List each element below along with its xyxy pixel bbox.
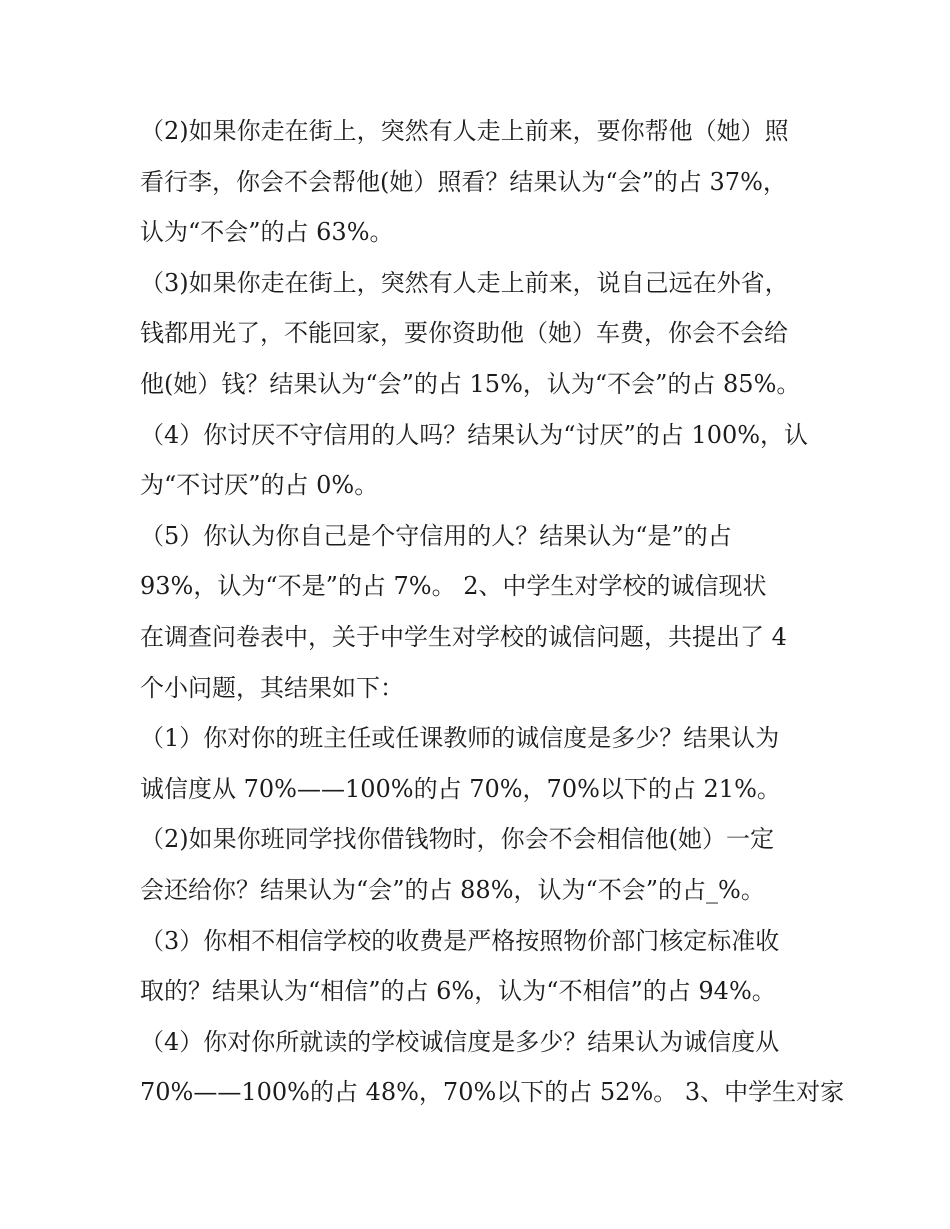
document-body [140, 106, 845, 1118]
text-line: （4）你对你所就读的学校诚信度是多少？结果认为诚信度从 [140, 1027, 780, 1056]
text-line: 看行李，你会不会帮他(她）照看？结果认为“会”的占 37%， [140, 167, 787, 196]
text-line: 为“不讨厌”的占 0%。 [140, 471, 379, 500]
text-line: （4）你讨厌不守信用的人吗？结果认为“讨厌”的占 100%，认 [140, 420, 809, 449]
text-line: 93%，认为“不是”的占 7%。 2、中学生对学校的诚信现状 [140, 572, 767, 601]
text-line: 诚信度从 70%——100%的占 70%，70%以下的占 21%。 [140, 774, 781, 803]
text-line: 取的？结果认为“相信”的占 6%，认为“不相信”的占 94%。 [140, 977, 776, 1006]
text-line: 他(她）钱？结果认为“会”的占 15%，认为“不会”的占 85%。 [140, 369, 801, 398]
text-line: 个小问题，其结果如下： [140, 673, 404, 702]
text-line: （3)如果你走在街上，突然有人走上前来，说自己远在外省， [140, 268, 789, 297]
text-line: （1）你对你的班主任或任课教师的诚信度是多少？结果认为 [140, 724, 780, 753]
text-line: （3）你相不相信学校的收费是严格按照物价部门核定标准收 [140, 926, 780, 955]
text-line: （2)如果你走在街上，突然有人走上前来，要你帮他（她）照 [140, 117, 789, 145]
text-line: 在调查问卷表中，关于中学生对学校的诚信问题，共提出了 4 [140, 622, 787, 651]
text-line: 认为“不会”的占 63%。 [140, 218, 394, 247]
text-line: 70%——100%的占 48%，70%以下的占 52%。 3、中学生对家 [140, 1078, 845, 1107]
text-line: 会还给你？结果认为“会”的占 88%，认为“不会”的占_%。 [140, 875, 765, 904]
text-line: （5）你认为你自己是个守信用的人？结果认为“是”的占 [140, 521, 732, 550]
text-line: （2)如果你班同学找你借钱物时，你会不会相信他(她）一定 [140, 825, 774, 854]
text-line: 钱都用光了，不能回家，要你资助他（她）车费，你会不会给 [140, 319, 788, 348]
